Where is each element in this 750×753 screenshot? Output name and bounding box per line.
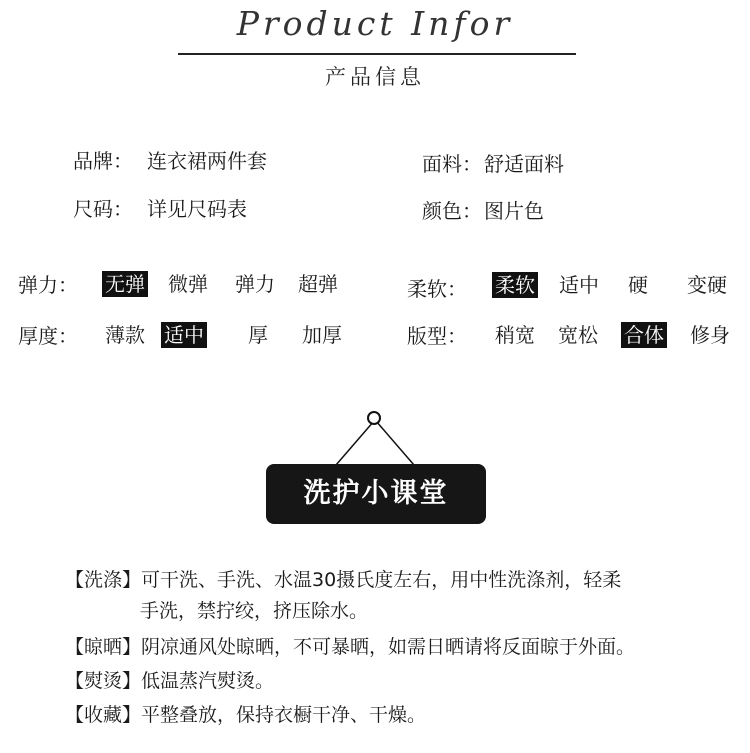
scale-softness-option: 变硬	[687, 273, 727, 297]
scale-softness-option: 硬	[628, 273, 648, 297]
spec-color-value: 图片色	[484, 199, 544, 223]
scale-elasticity-option: 微弹	[168, 272, 208, 296]
spec-brand-value: 连衣裙两件套	[147, 149, 267, 173]
spec-brand-label: 品牌：	[73, 149, 133, 173]
care-ironing	[65, 667, 274, 695]
scale-fit-label: 版型：	[407, 324, 467, 348]
care-storage	[65, 701, 426, 729]
title-rule	[178, 53, 576, 55]
care-drying	[65, 633, 635, 661]
scale-fit	[407, 322, 737, 350]
scale-elasticity	[18, 271, 358, 299]
care-washing	[65, 566, 621, 594]
scale-elasticity-option: 弹力	[235, 272, 275, 296]
care-ironing-text: 低温蒸汽熨烫。	[141, 670, 275, 692]
spec-color	[422, 195, 544, 224]
scale-thickness	[18, 322, 358, 350]
scale-elasticity-option: 超弹	[298, 272, 338, 296]
care-storage-text: 平整叠放，保持衣橱干净、干燥。	[141, 704, 427, 726]
scale-softness-option: 适中	[559, 273, 599, 297]
spec-color-label: 颜色：	[422, 199, 482, 223]
scale-thickness-label: 厚度：	[18, 324, 78, 348]
section-title: 产品信息	[325, 65, 425, 89]
care-storage-tag: 【收藏】	[65, 704, 142, 726]
spec-fabric-value: 舒适面料	[484, 152, 564, 176]
script-title: Product Infor	[236, 4, 514, 43]
scale-thickness-option-selected: 适中	[161, 322, 207, 348]
scale-softness-option-selected: 柔软	[492, 272, 538, 298]
spec-size-value: 详见尺码表	[147, 197, 247, 221]
care-sign-title: 洗护小课堂	[266, 464, 486, 524]
spec-size-label: 尺码：	[73, 197, 133, 221]
scale-thickness-option: 加厚	[302, 323, 342, 347]
care-drying-tag: 【晾晒】	[65, 636, 142, 658]
spec-fabric	[422, 148, 564, 177]
scale-softness-label: 柔软：	[407, 277, 467, 301]
scale-fit-option: 修身	[690, 323, 730, 347]
care-drying-text: 阴凉通风处晾晒，不可暴晒，如需日晒请将反面晾于外面。	[141, 636, 636, 658]
scale-fit-option: 宽松	[558, 323, 598, 347]
spec-brand	[73, 145, 267, 174]
care-washing-tag: 【洗涤】	[65, 569, 142, 591]
scale-fit-option-selected: 合体	[621, 322, 667, 348]
care-ironing-tag: 【熨烫】	[65, 670, 142, 692]
spec-fabric-label: 面料：	[422, 152, 482, 176]
scale-thickness-option: 薄款	[105, 323, 145, 347]
scale-softness	[407, 272, 737, 300]
scale-thickness-option: 厚	[248, 323, 268, 347]
scale-fit-option: 稍宽	[495, 323, 535, 347]
scale-elasticity-option-selected: 无弹	[102, 271, 148, 297]
care-washing-continued: 手洗，禁拧绞，挤压除水。	[140, 600, 369, 622]
care-washing-text: 可干洗、手洗、水温30摄氏度左右，用中性洗涤剂，轻柔	[141, 569, 622, 591]
sign-hanger-ring	[367, 411, 381, 425]
spec-size	[73, 193, 247, 222]
scale-elasticity-label: 弹力：	[18, 273, 78, 297]
